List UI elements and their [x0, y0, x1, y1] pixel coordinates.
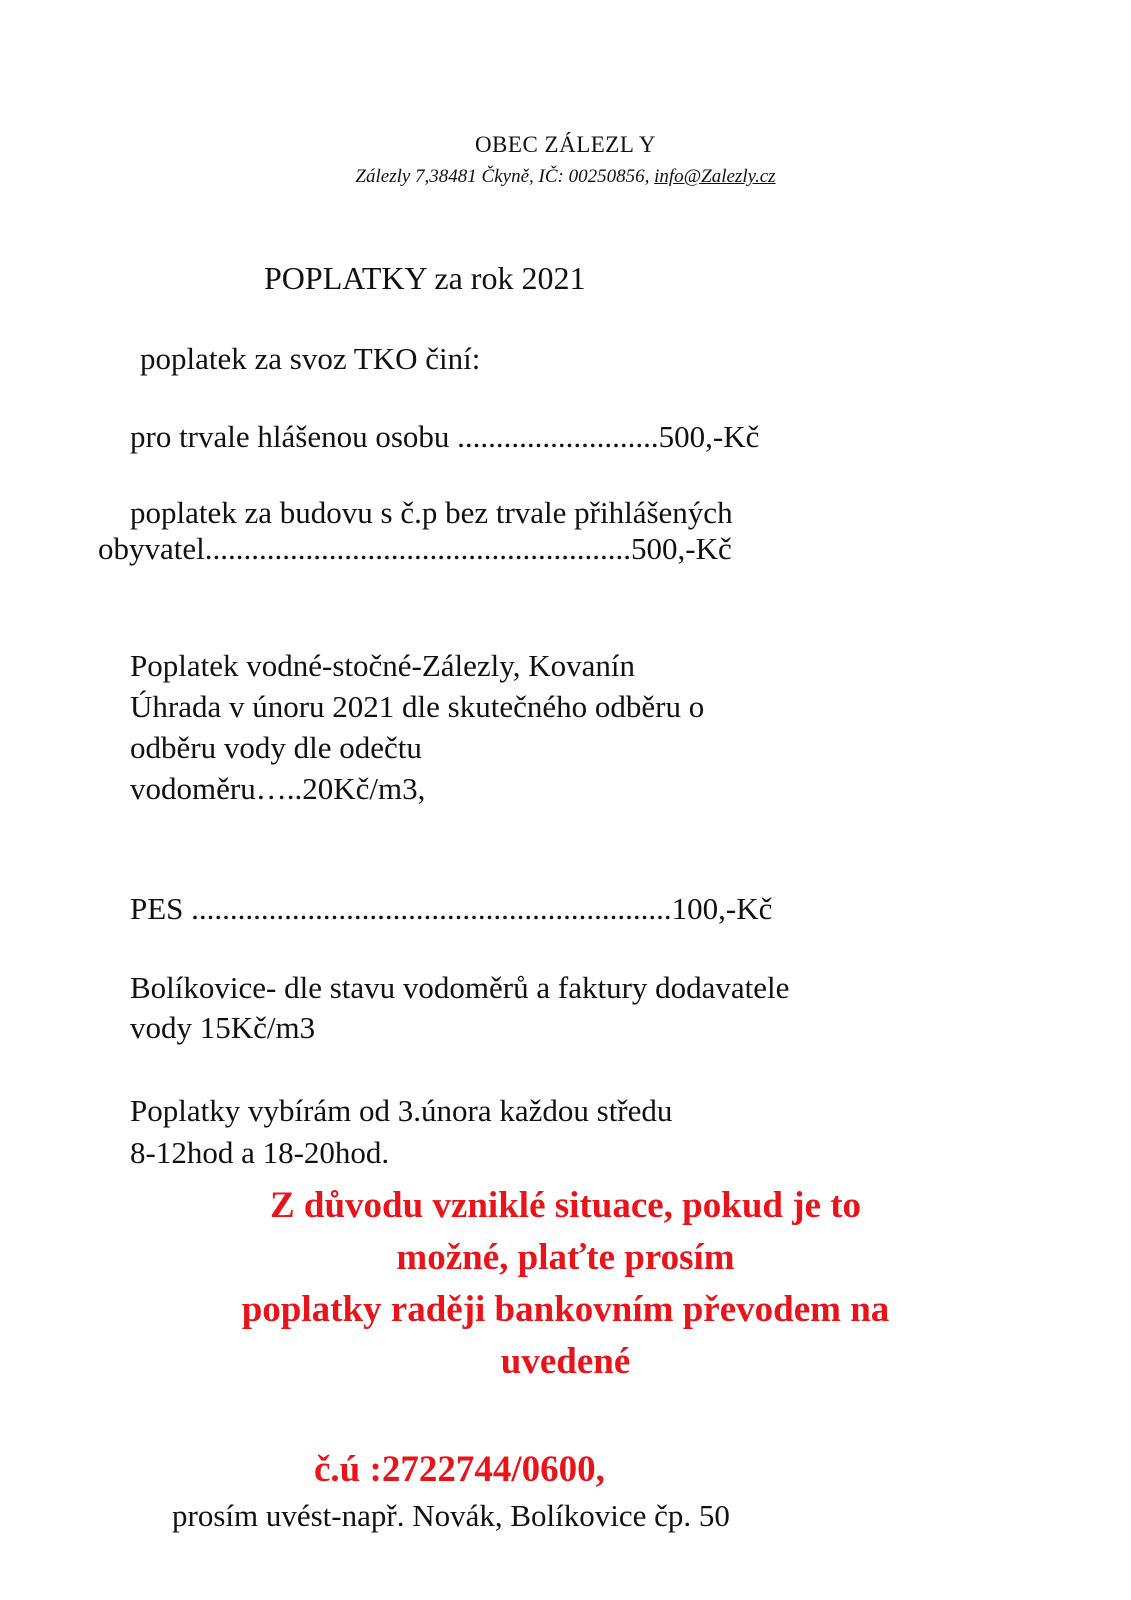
collection-line1: Poplatky vybírám od 3.února každou středu [130, 1093, 673, 1128]
tko-person-amount: 500,-Kč [658, 419, 760, 454]
tko-heading: poplatek za svoz TKO činí: [140, 341, 481, 376]
water-line2: Úhrada v únoru 2021 dle skutečného odběru o [130, 689, 705, 724]
bolikovice-line2: vody 15Kč/m3 [130, 1010, 316, 1045]
bank-transfer-notice [0, 1180, 1131, 1388]
org-name: OBEC ZÁLEZL Y [474, 132, 657, 157]
tko-building-line1: poplatek za budovu s č.p bez trvale přihlášených [130, 495, 733, 530]
tko-person-row [130, 416, 759, 457]
document-title: POPLATKY za rok 2021 [264, 260, 586, 296]
dog-amount: 100,-Kč [671, 891, 773, 926]
tko-building-row [98, 528, 732, 569]
dog-label: PES .............................................................. [130, 891, 672, 926]
water-line1: Poplatek vodné-stočné-Zálezly, Kovanín [130, 648, 636, 683]
tko-building-label: obyvatel....................................................... [98, 531, 631, 566]
bolikovice-line1: Bolíkovice- dle stavu vodoměrů a faktury dodavatele [130, 970, 790, 1005]
tko-building-amount: 500,-Kč [631, 531, 732, 566]
notice-line3: poplatky raději bankovním převodem na [241, 1289, 890, 1330]
email-link[interactable]: info@Zalezly.cz [654, 166, 776, 187]
notice-line2: možné, plaťte prosím [396, 1237, 735, 1278]
collection-section [130, 1090, 672, 1174]
notice-line1: Z důvodu vzniklé situace, pokud je to [269, 1185, 862, 1226]
address-text: Zálezly 7,38481 Čkyně, IČ: 00250856, [355, 166, 655, 187]
account-number: č.ú :2722744/0600, [314, 1449, 605, 1490]
tko-person-label: pro trvale hlášenou osobu .......................... [130, 419, 659, 454]
collection-line2: 8-12hod a 18-20hod. [130, 1135, 390, 1170]
water-section [130, 645, 704, 809]
water-line4: vodoměru…..20Kč/m3, [130, 771, 426, 806]
water-line3: odběru vody dle odečtu [130, 730, 422, 765]
notice-line4: uvedené [500, 1341, 631, 1382]
bolikovice-section [130, 968, 789, 1048]
dog-row [130, 888, 772, 929]
payment-note: prosím uvést-např. Novák, Bolíkovice čp. 50 [172, 1498, 730, 1533]
org-address [0, 166, 1131, 188]
